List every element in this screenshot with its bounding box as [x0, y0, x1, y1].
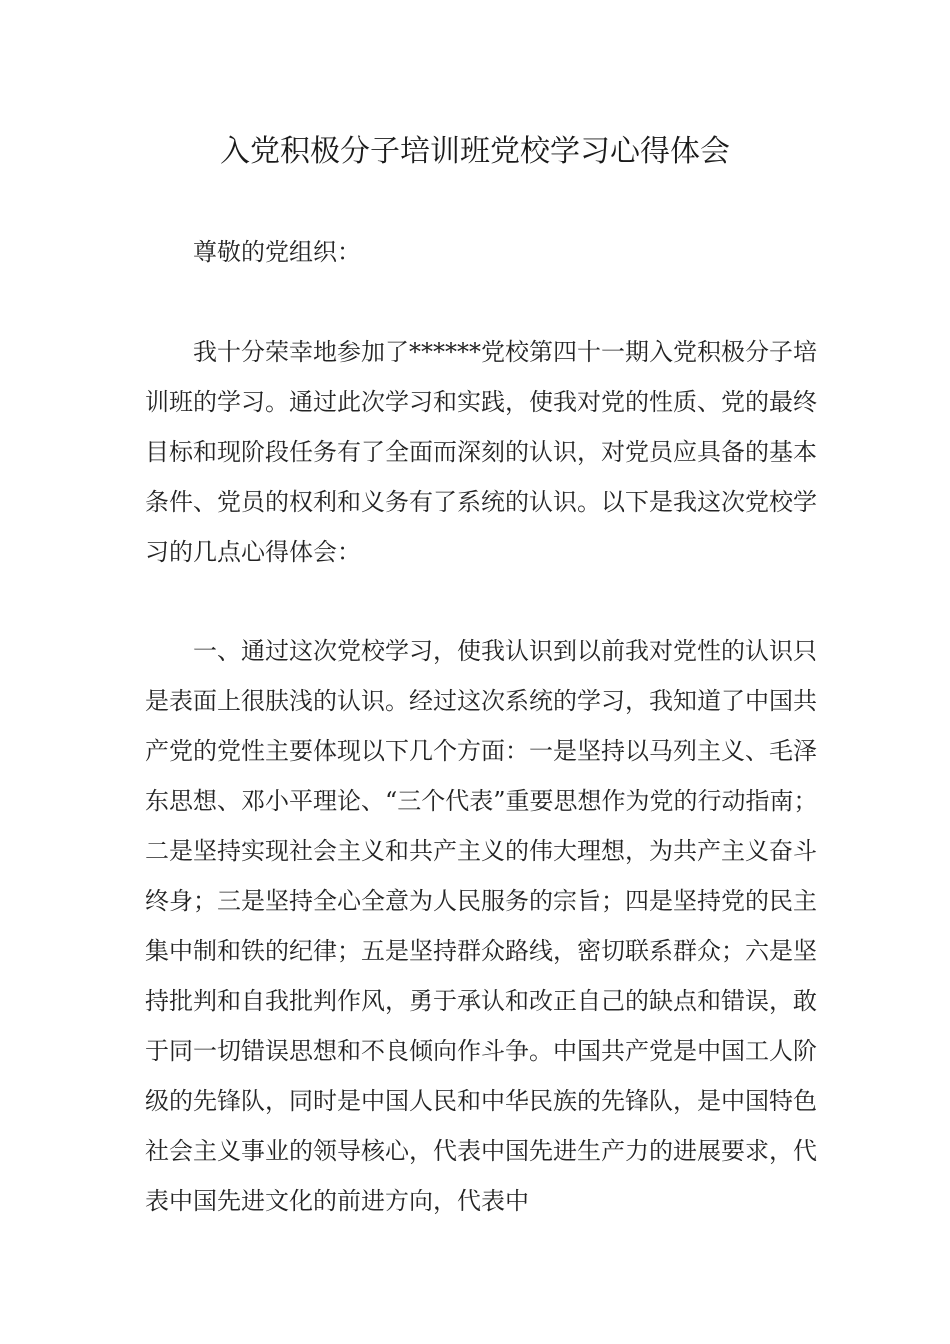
document-title: 入党积极分子培训班党校学习心得体会 [220, 134, 730, 169]
salutation: 尊敬的党组织： [193, 238, 361, 266]
body-paragraph-1: 我十分荣幸地参加了******党校第四十一期入党积极分子培训班的学习。通过此次学习和实践，使我对党的性质、党的最终目标和现阶段任务有了全面而深刻的认识，对党员应具备的基本条件、党员的权利和义务有了系统的认识。以下是我这次党校学习的几点心得体会： [145, 338, 817, 566]
body-paragraph-2: 一、通过这次党校学习，使我认识到以前我对党性的认识只是表面上很肤浅的认识。经过这次系统的学习，我知道了中国共产党的党性主要体现以下几个方面：一是坚持以马列主义、毛泽东思想、邓小平理论、“三个代表”重要思想作为党的行动指南；二是坚持实现社会主义和共产主义的伟大理想，为共产主义奋斗终身；三是坚持全心全意为人民服务的宗旨；四是坚持党的民主集中制和铁的纪律；五是坚持群众路线，密切联系群众；六是坚持批判和自我批判作风，勇于承认和改正自己的缺点和错误，敢于同一切错误思想和不良倾向作斗争。中国共产党是中国工人阶级的先锋队，同时是中国人民和中华民族的先锋队，是中国特色社会主义事业的领导核心，代表中国先进生产力的进展要求，代表中国先进文化的前进方向，代表中 [145, 637, 818, 1215]
